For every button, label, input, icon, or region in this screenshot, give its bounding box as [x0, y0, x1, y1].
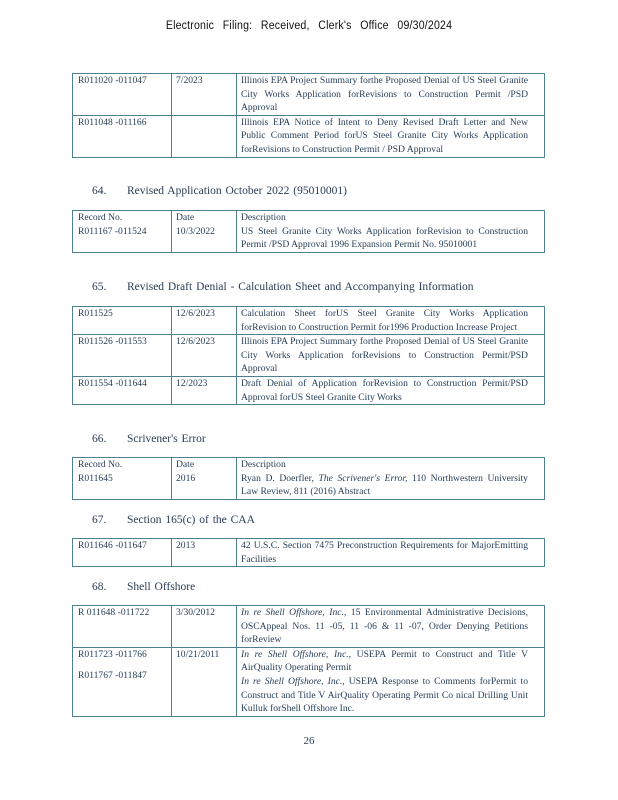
table-section-65: [72, 306, 545, 405]
date-cell: [172, 458, 237, 500]
table-row: [73, 647, 545, 716]
description-cell: Calculation Sheet forUS Steel Granite City Works Application forRevision to Construction Permit for1996 Production Increase Project: [237, 307, 545, 335]
record-value: R011645: [78, 472, 113, 484]
description-cell: 42 U.S.C. Section 7475 Preconstruction Requirements for MajorEmitting Facilities: [237, 539, 545, 567]
record-cell: R011526 -011553: [73, 335, 172, 377]
description-cell: Illinois EPA Project Summary forthe Proposed Denial of US Steel Granite City Works Application forRevisions to Construction Permit/PSD Approval: [237, 335, 545, 377]
citation-text: 110 Northwestern University Law Review, 811 (2016) Abstract: [241, 472, 528, 498]
date-cell: 7/2023: [172, 74, 237, 116]
case-name: In re Shell Offshore, Inc.: [241, 675, 343, 687]
citation-text: , USEPA Permit to Construct and Title V AirQuality Operating Permit: [241, 648, 528, 674]
section-title: Revised Application October 2022 (95010001): [127, 185, 347, 197]
date-value: 10/3/2022: [176, 225, 215, 237]
column-header-record: Record No.: [78, 212, 123, 223]
table-continuation: [72, 73, 545, 158]
description-value: [241, 472, 528, 499]
table-section-66: [72, 457, 545, 500]
date-cell: 3/30/2012: [172, 606, 237, 648]
description-cell: Illinois EPA Project Summary forthe Proposed Denial of US Steel Granite City Works Application forRevisions to Construction Permit /PSD Approval: [237, 74, 545, 116]
table-row: [73, 74, 545, 116]
date-cell: [172, 211, 237, 253]
section-title: Section 165(c) of the CAA: [127, 514, 255, 526]
description-cell: [237, 647, 545, 716]
section-heading-64: [92, 185, 347, 197]
record-cell: R011020 -011047: [73, 74, 172, 116]
filing-header: Electronic Filing: Received, Clerk's Office 09/30/2024: [165, 20, 453, 32]
date-cell: 12/6/2023: [172, 335, 237, 377]
citation-text: 15 Environmental Administrative Decisions, OSCAppeal Nos. 11 -05, 11 -06 & 11 -07, Order Denying Petitions forReview: [241, 607, 529, 646]
description-cell: Illinois EPA Notice of Intent to Deny Revised Draft Letter and New Public Comment Period forUS Steel Granite City Works Application forRevisions to Construction Permit / PSD Approval: [237, 115, 545, 157]
description-value: [241, 648, 528, 675]
section-title: Scrivener's Error: [127, 433, 206, 445]
record-cell: R011525: [73, 307, 172, 335]
section-heading-68: [92, 581, 195, 593]
table-row: [73, 307, 545, 335]
record-cell: R011646 -011647: [73, 539, 172, 567]
record-cell: [73, 211, 172, 253]
description-value: [241, 675, 528, 716]
column-header-description: Description: [241, 212, 286, 223]
column-header-description: Description: [241, 459, 286, 470]
section-heading-66: [92, 433, 206, 445]
date-cell: 10/21/2011: [172, 647, 237, 716]
table-row: [73, 211, 545, 253]
table-section-67: [72, 538, 545, 567]
description-cell: [237, 458, 545, 500]
case-name: In re Shell Offshore, Inc.: [241, 648, 349, 660]
record-value: R011723 -011766: [78, 648, 147, 660]
description-cell: Draft Denial of Application forRevision to Construction Permit/PSD Approval forUS Steel Granite City Works: [237, 376, 545, 404]
section-number: 68.: [92, 581, 107, 593]
table-row: [73, 606, 545, 648]
column-header-date: Date: [176, 459, 195, 470]
table-row: [73, 539, 545, 567]
record-value: R011767 -011847: [78, 670, 147, 682]
table-row: [73, 376, 545, 404]
record-cell: R011554 -011644: [73, 376, 172, 404]
description-value: US Steel Granite City Works Application forRevision to Construction Permit /PSD Approval 1996 Expansion Permit No. 95010001: [241, 225, 528, 251]
date-cell: 12/2023: [172, 376, 237, 404]
section-heading-65: [92, 281, 474, 293]
section-number: 65.: [92, 281, 107, 293]
table-row: [73, 115, 545, 157]
record-cell: R011048 -011166: [73, 115, 172, 157]
case-name: In re Shell Offshore, Inc.,: [241, 607, 347, 618]
record-cell: R 011648 -011722: [73, 606, 172, 648]
citation-text: , USEPA Response to Comments forPermit to Construct and Title V AirQuality Operating Permit Co nical Drilling Unit Kulluk forShell Offshore Inc.: [241, 675, 528, 715]
section-number: 67.: [92, 514, 107, 526]
record-cell: [73, 647, 172, 716]
description-cell: [237, 211, 545, 253]
table-section-68: [72, 605, 545, 717]
record-cell: [73, 458, 172, 500]
record-value: R011167 -011524: [78, 225, 147, 237]
date-cell: [172, 115, 237, 157]
description-cell: [237, 606, 545, 648]
section-title: Shell Offshore: [127, 581, 196, 593]
table-section-64: [72, 210, 545, 253]
date-cell: 12/6/2023: [172, 307, 237, 335]
author-text: Ryan D. Doerfler,: [241, 472, 314, 484]
column-header-record: Record No.: [78, 459, 123, 470]
date-value: 2016: [176, 472, 196, 484]
section-number: 66.: [92, 433, 107, 445]
table-row: [73, 335, 545, 377]
section-number: 64.: [92, 185, 107, 197]
column-header-date: Date: [176, 212, 195, 223]
page-number: 26: [303, 735, 315, 747]
section-title: Revised Draft Denial - Calculation Sheet and Accompanying Information: [127, 281, 474, 293]
article-title: The Scrivener's Error,: [318, 472, 408, 484]
table-row: [73, 458, 545, 500]
date-cell: 2013: [172, 539, 237, 567]
section-heading-67: [92, 514, 255, 526]
